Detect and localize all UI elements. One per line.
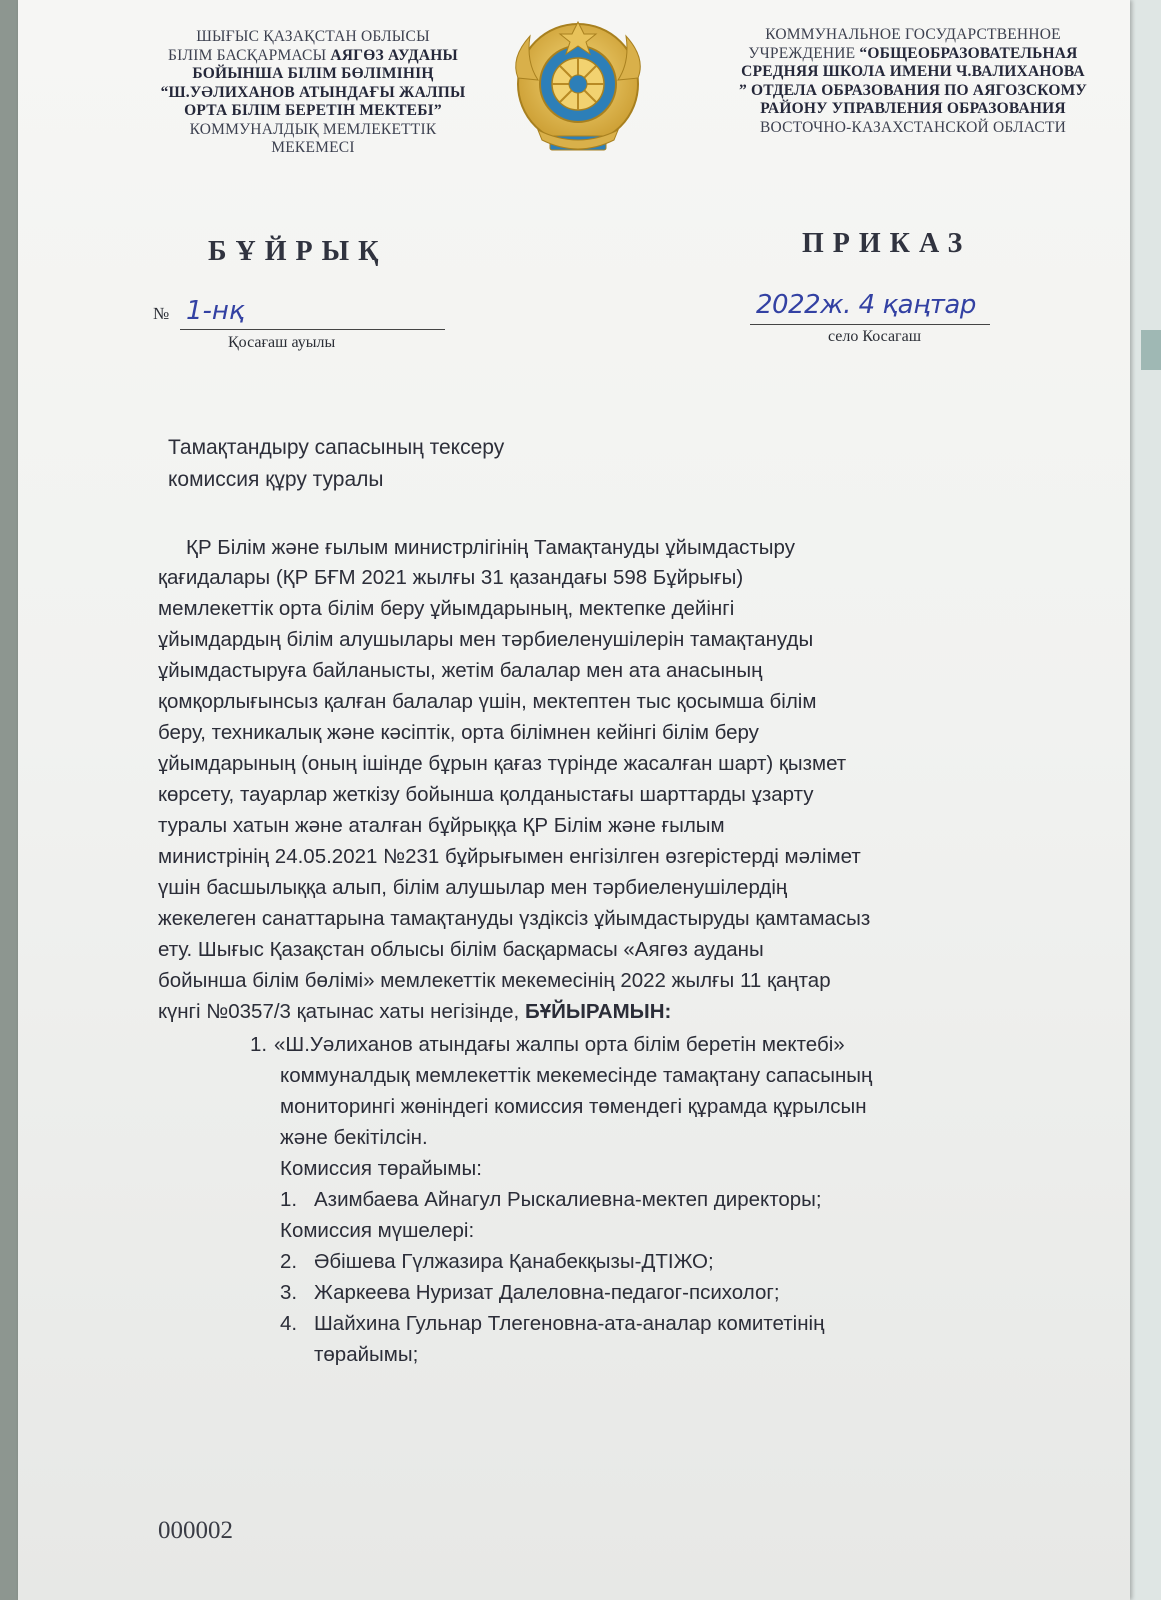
place-russian: село Косагаш: [828, 328, 922, 345]
header-left-bold: “Ш.УӘЛИХАНОВ АТЫНДАҒЫ ЖАЛПЫ: [160, 83, 466, 101]
header-left-line: [118, 102, 508, 121]
members-heading: Комиссия мүшелері:: [280, 1219, 475, 1242]
order-title-russian: ПРИКАЗ: [802, 228, 972, 259]
subject-line: Тамақтандыру сапасының тексеру: [168, 436, 505, 459]
member-name: Жаркеева Нуризат Далеловна-педагог-психолог;: [314, 1281, 780, 1304]
background-right-edge: [1127, 0, 1161, 1600]
body-line: ҚР Білім және ғылым министрлігінің Тамақтануды ұйымдастыру: [186, 536, 795, 559]
item-line: коммуналдық мемлекеттік мекемесінде тамақтану сапасының: [280, 1064, 873, 1087]
body-line-last: [158, 1000, 671, 1024]
body-line: ұйымдарының (оның ішінде бұрын қағаз түрінде жасалған шарт) қызмет: [158, 752, 847, 775]
body-line: қағидалары (ҚР БҒМ 2021 жылғы 31 қазандағы 598 Бұйрығы): [158, 566, 744, 589]
header-right-line: [708, 63, 1118, 82]
header-right-bold: РАЙОНУ УПРАВЛЕНИЯ ОБРАЗОВАНИЯ: [760, 100, 1066, 117]
body-line: ұйымдастыруға байланысты, жетім балалар мен ата анасының: [158, 659, 763, 682]
header-right-line: [708, 45, 1118, 64]
item-line: «Ш.Уәлиханов атындағы жалпы орта білім беретін мектебі»: [274, 1033, 845, 1056]
order-command: БҰЙЫРАМЫН:: [524, 1000, 672, 1023]
header-left-bold: БОЙЫНША БІЛІМ БӨЛІМІНІҢ: [192, 65, 434, 82]
member-name-cont: төрайымы;: [314, 1343, 419, 1366]
header-left-line: [118, 65, 508, 84]
item-number: 1.: [250, 1033, 268, 1056]
header-left-line: КОММУНАЛДЫҚ МЕМЛЕКЕТТІК: [189, 120, 437, 138]
body-line: бойынша білім бөлімі» мемлекеттік мекемесінің 2022 жылғы 11 қаңтар: [158, 969, 831, 992]
background-stripe: [1141, 330, 1161, 370]
body-line: туралы хатын және аталған бұйрыққа ҚР Білім және ғылым: [158, 814, 725, 837]
header-left-line: [118, 47, 508, 66]
header-right-russian: [708, 26, 1118, 137]
chair-heading: Комиссия төрайымы:: [280, 1157, 482, 1180]
order-subject: [168, 432, 504, 496]
header-right-text: УЧРЕЖДЕНИЕ: [748, 44, 860, 62]
body-line: беру, техникалық және кәсіптік, орта білімнен кейінгі білім беру: [158, 721, 759, 744]
document-serial-number: 000002: [158, 1517, 233, 1544]
body-line: көрсету, тауарлар жеткізу бойынша қолданыстағы шарттарды ұзарту: [158, 783, 814, 806]
order-number-underline: [180, 329, 445, 330]
header-right-line: КОММУНАЛЬНОЕ ГОСУДАРСТВЕННОЕ: [765, 26, 1061, 43]
body-line: қомқорлығынсыз қалған балалар үшін, мектептен тыс қосымша білім: [158, 690, 817, 713]
member-number: 2.: [280, 1250, 298, 1273]
body-line: ұйымдардың білім алушылары мен тәрбиеленушілерін тамақтануды: [158, 628, 814, 651]
header-left-line: ШЫҒЫС ҚАЗАҚСТАН ОБЛЫСЫ: [196, 28, 430, 45]
header-left-bold: ОРТА БІЛІМ БЕРЕТІН МЕКТЕБІ”: [184, 102, 442, 119]
body-line: министрінің 24.05.2021 №231 бұйрығымен енгізілген өзгерістерді мәлімет: [158, 845, 861, 868]
member-name: Шайхина Гульнар Тлегеновна-ата-аналар комитетінің: [314, 1312, 825, 1335]
header-right-line: ВОСТОЧНО-КАЗАХСТАНСКОЙ ОБЛАСТИ: [759, 118, 1067, 136]
place-kazakh: Қосағаш ауылы: [228, 334, 336, 351]
order-number-sign: №: [153, 304, 170, 323]
order-title-kazakh: БҰЙРЫҚ: [208, 236, 388, 267]
document-page: [18, 0, 1130, 1600]
header-left-line: МЕКЕМЕСІ: [271, 139, 355, 156]
date-underline: [750, 324, 990, 325]
header-left-line: [118, 84, 508, 103]
member-number: 1.: [280, 1188, 298, 1211]
subject-line: комиссия құру туралы: [168, 468, 384, 491]
member-number: 4.: [280, 1312, 298, 1335]
body-line: үшін басшылыққа алып, білім алушылар мен тәрбиеленушілердің: [158, 876, 788, 899]
member-number: 3.: [280, 1281, 298, 1304]
header-right-line: [708, 100, 1118, 119]
header-right-bold: СРЕДНЯЯ ШКОЛА ИМЕНИ Ч.ВАЛИХАНОВА: [741, 63, 1085, 80]
item-line: және бекітілсін.: [280, 1126, 428, 1149]
body-line: жекелеген санаттарына тамақтануды үздіксіз ұйымдастыруды қамтамасыз: [158, 907, 871, 930]
state-emblem-icon: [508, 18, 648, 160]
body-line-text: күнгі №0357/3 қатынас хаты негізінде,: [158, 1000, 525, 1023]
order-number-handwritten: 1-нқ: [186, 296, 245, 326]
header-right-bold: “ОБЩЕОБРАЗОВАТЕЛЬНАЯ: [859, 44, 1078, 62]
member-name: Азимбаева Айнагул Рыскалиевна-мектеп директоры;: [314, 1188, 822, 1211]
header-right-line: [708, 82, 1118, 101]
item-line: мониторингі жөніндегі комиссия төмендегі құрамда құрылсын: [280, 1095, 867, 1118]
body-line: ету. Шығыс Қазақстан облысы білім басқармасы «Аягөз ауданы: [158, 938, 764, 961]
background-left-edge: [0, 0, 20, 1600]
date-handwritten: 2022ж. 4 қаңтар: [756, 290, 976, 320]
body-line: мемлекеттік орта білім беру ұйымдарының, мектепке дейінгі: [158, 597, 735, 620]
member-name: Әбішева Гүлжазира Қанабекқызы-ДТІЖО;: [314, 1250, 714, 1273]
header-left-kazakh: [118, 28, 508, 158]
header-left-text: БІЛІМ БАСҚАРМАСЫ: [168, 46, 331, 64]
header-left-bold: АЯГӨЗ АУДАНЫ: [330, 46, 458, 64]
header-right-bold: ” ОТДЕЛА ОБРАЗОВАНИЯ ПО АЯГОЗСКОМУ: [738, 81, 1088, 99]
